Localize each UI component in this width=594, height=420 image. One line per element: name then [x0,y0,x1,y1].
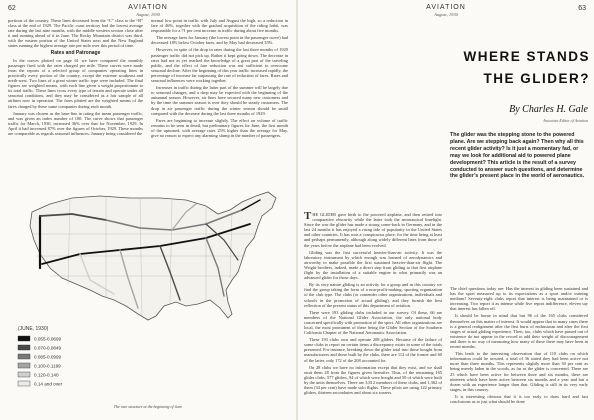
legend-label: 0.14 and over [34,381,63,387]
legend-swatch [18,372,30,377]
paragraph: The chief questions today are: Has the interest in gliding been sustained and has the sport measured up to its expectations as a sport and/or training medium? Seventy-eight clubs report that interest is being maintained or is increasing. Two report it as intense while five report indifference, eleven say that interest has fallen off. [450,286,588,312]
paragraph: However, in spite of the drop in rates during the last three months of 1929 passenger traffic did not pick up. Rather it kept going down. The decrease in rates had not as yet reached the knowledge of a great part of the traveling public, and the effect of fare reduction was not sufficient to overcome seasonal decline. After the beginning of this year traffic increased rapidly, the percentage of increase far surpassing the rate of reduction of fares. Rates and seasonal influences were working together. [151,47,288,84]
paragraph: Increases in traffic during the latter part of the summer will be largely due to seasonal changes, and a drop may be expected with the beginning of the autumnal season. However, air lines have secured many new customers and by the time the summer season is over they should be steady customers. The drop in air passenger traffic during the winter season should be small compared with the decrease during the last three months of 1929. [151,85,288,116]
magazine-name-left: AVIATION [128,4,168,11]
paragraph: portions of the country. These lines decreased from the “C” class to the “B” class at the end of 1929. The Pacific coast territory had the lowest average rate during the last nine months, with the middle western section close after it and running ahead of it in June. The Rocky Mountain district was third, with the eastern portion of the United States next and the New England states running the highest average rate per mile over this period of time. [8,18,143,49]
us-airline-rate-map [10,168,286,404]
drop-cap: T [304,210,312,222]
paragraph: Gliding was the first successful heavier-than-air activity. It was the laboratory instrument by which enough was learned of aerodynamics and airworthy to make possible the first sustained heavier-than-air flight. The Wright brothers, indeed, made a direct step from gliding to that first airplane flight by the installation of a suitable engine in what primarily was an advanced glider for those days. [304,249,442,281]
legend-label: 0.070-0.0849 [34,345,62,351]
legend-label: 0.100-0.1199 [34,363,61,369]
author-role: Associate Editor of Aviation [543,118,588,123]
article-byline: By Charles H. Gale [509,104,588,115]
paragraph: It should be borne in mind that but 96 of the 165 clubs considered themselves on this matter of interest. It would appear that in many cases there is a general realignment after the first burst of enthusiasm and after the first stages of actual gliding experience. Then, too, clubs which have passed out of existence do not appear in the record to add their weight of discouragement and there is no way of measuring how many of these there may have been in recent months. [450,313,588,350]
legend-label: 0.085-0.0999 [34,354,62,360]
legend-swatch [18,381,30,386]
left-column-1 [8,18,143,168]
paragraph: It is interesting obvious that it is too early to draw hard and fast conclusions as to just what should be done [450,393,588,404]
paragraph [304,212,442,248]
left-column-2 [151,18,288,168]
paragraph: Fares are beginning to increase slightly. The effect on volume of traffic remains to be seen in detail, but preliminary figures for June, the first month of the upturned, with average rates 25% higher than the average for May, give no reason to expect any alarming slump in the number of passengers. [151,117,288,138]
paragraph: January was chosen as the base-line in rating the mean passenger traffic, and was given an index number of 100. The curve shows that passenger traffic for March, 1930, increased 36% over that for November, 1929. In April it had increased 87% over the figures of October, 1929. These months are comparable as regards seasonal influences. January being considered the [8,110,143,136]
page-number-left: 62 [8,5,16,12]
article-title [420,46,590,90]
left-page [0,0,296,420]
article-pullquote: The glider was the stepping stone to the powered plane. Are we stepping back again? Then why all this recent glider activity? Is it just a momentary fad, or may we look for additional aid to powered plane development? This article is the result of a survey conducted to answer such questions, and determine the glider’s present place in the world of aeronautics. [450,132,585,180]
legend-label: 0.055-0.0699 [34,336,62,342]
running-head-right [396,4,496,17]
paragraph: There were 193 gliding clubs included in our survey. Of these, 66 are members of the National Glider Association, the only national body concerned specifically with promotion of the sport. All other organizations are local, the most prominent of these being the Glider Section of the Southern California Chapter of the National Aeronautic Association. [304,309,442,336]
right-column-1 [304,212,442,416]
title-line-2: THE GLIDER? [483,71,590,86]
paragraph: The average fares for January (the lowest point in the passenger curve) had decreased 18% below October fares, and by May had decreased 35%. [151,35,288,46]
running-head-left [98,4,198,17]
section-heading: Rates and Patronage [50,49,101,56]
paragraph-text: HE GLIDER gave birth to the powered airplane, and then retired into comparative obscurity while the latter took the aeronautical limelight. Since the war the glider has made a strong come-back in Germany, and in the last 24 months it has enjoyed a rising tide of popularity in the United States and other countries. It has won a conspicuous place, for the time being at least and perhaps permanently, although along widely different lines from those of the years before the airplane had been evolved. [304,212,442,248]
map-legend [18,326,63,387]
paragraph: In the curves plotted on page 61 we have compared the monthly passenger fired with the rates charged per mile. These curves were made from the reports of a selected group of companies operating lines in practically every portion of the country, except the extreme southeast and north-west. Two lines of a great winter traffic type were included. The final figures are weighted means, with each line given a weight proportionate to its total traffic. These lines cross every type of terrain and operate under all seasonal conditions, and they may be considered as a fair sample of all airlines now in operation. The fares plotted are the weighted means of the fares charged by these same companies during each month. [8,57,143,109]
legend-swatch [18,336,30,341]
legend-swatch [18,354,30,359]
issue-date-right: August, 1930 [434,12,458,17]
paragraph: These 193 clubs own and operate 208 gliders. Because of the failure of some clubs to report on certain items a discrepancy exists in some of the totals presented. For instance, breaking down the glider total into those bought from manufacturers and those built by the clubs, there are 112 of the former and 60 of the latter, only 172 of the 208 accounted for. [304,337,442,363]
legend-title: (JUNE, 1930) [18,326,49,332]
magazine-name-right: AVIATION [426,4,466,11]
issue-date-left: August, 1930 [136,12,160,17]
legend-swatch [18,345,30,350]
right-page [298,0,594,420]
page-number-right: 63 [578,5,586,12]
legend-label: 0.120-0.140 [34,372,59,378]
paragraph: normal low point in traffic with July and August the high, so a reduction in fare of 46%, together with the gradual acquisition of the riding habit, was responsible for a 71 per cent increase in traffic during about five months. [151,18,288,34]
paragraph: On 28 clubs we have no information except that they exist, and we shall omit them 28 from the figures given hereafter. Thus, of the remaining 165 glider clubs, 577 gliders, 94 of which were bought and 50 of which were built by the units themselves. There are 3,812 members of these clubs, and 1,362 of them (34 per cent) have made solo flights. These pilots are using 122 primary gliders, thirteen secondaries and about six soarers. [304,364,442,396]
map-caption: The rate structure at the beginning of June [113,404,183,409]
title-line-1: WHERE STANDS [463,49,590,64]
legend-swatch [18,363,30,368]
paragraph: This leads to the interesting observation that of 110 clubs on which information could be secured, a total of 36 stated they had been active not more than three months. This represents slightly more than 30 per cent as being merely laden in the woods, as far as the glider is concerned. There are 25 which have been active for between three and six months, there are nineteen which have been active between six months and a year and but a dozen with an experience longer than that. Gliding is still in its very early stages, in this country. [450,351,588,392]
paragraph: By its very nature gliding is an activity for a group and in this country we find the group taking the form of a non-profit-making, sporting organization of the club type. The clubs (or contender other organizations, individuals and schools in the promotion of actual gliding), and they furnish the best reflection of the present status of this department of aviation. [304,282,442,308]
right-column-2 [450,286,588,416]
